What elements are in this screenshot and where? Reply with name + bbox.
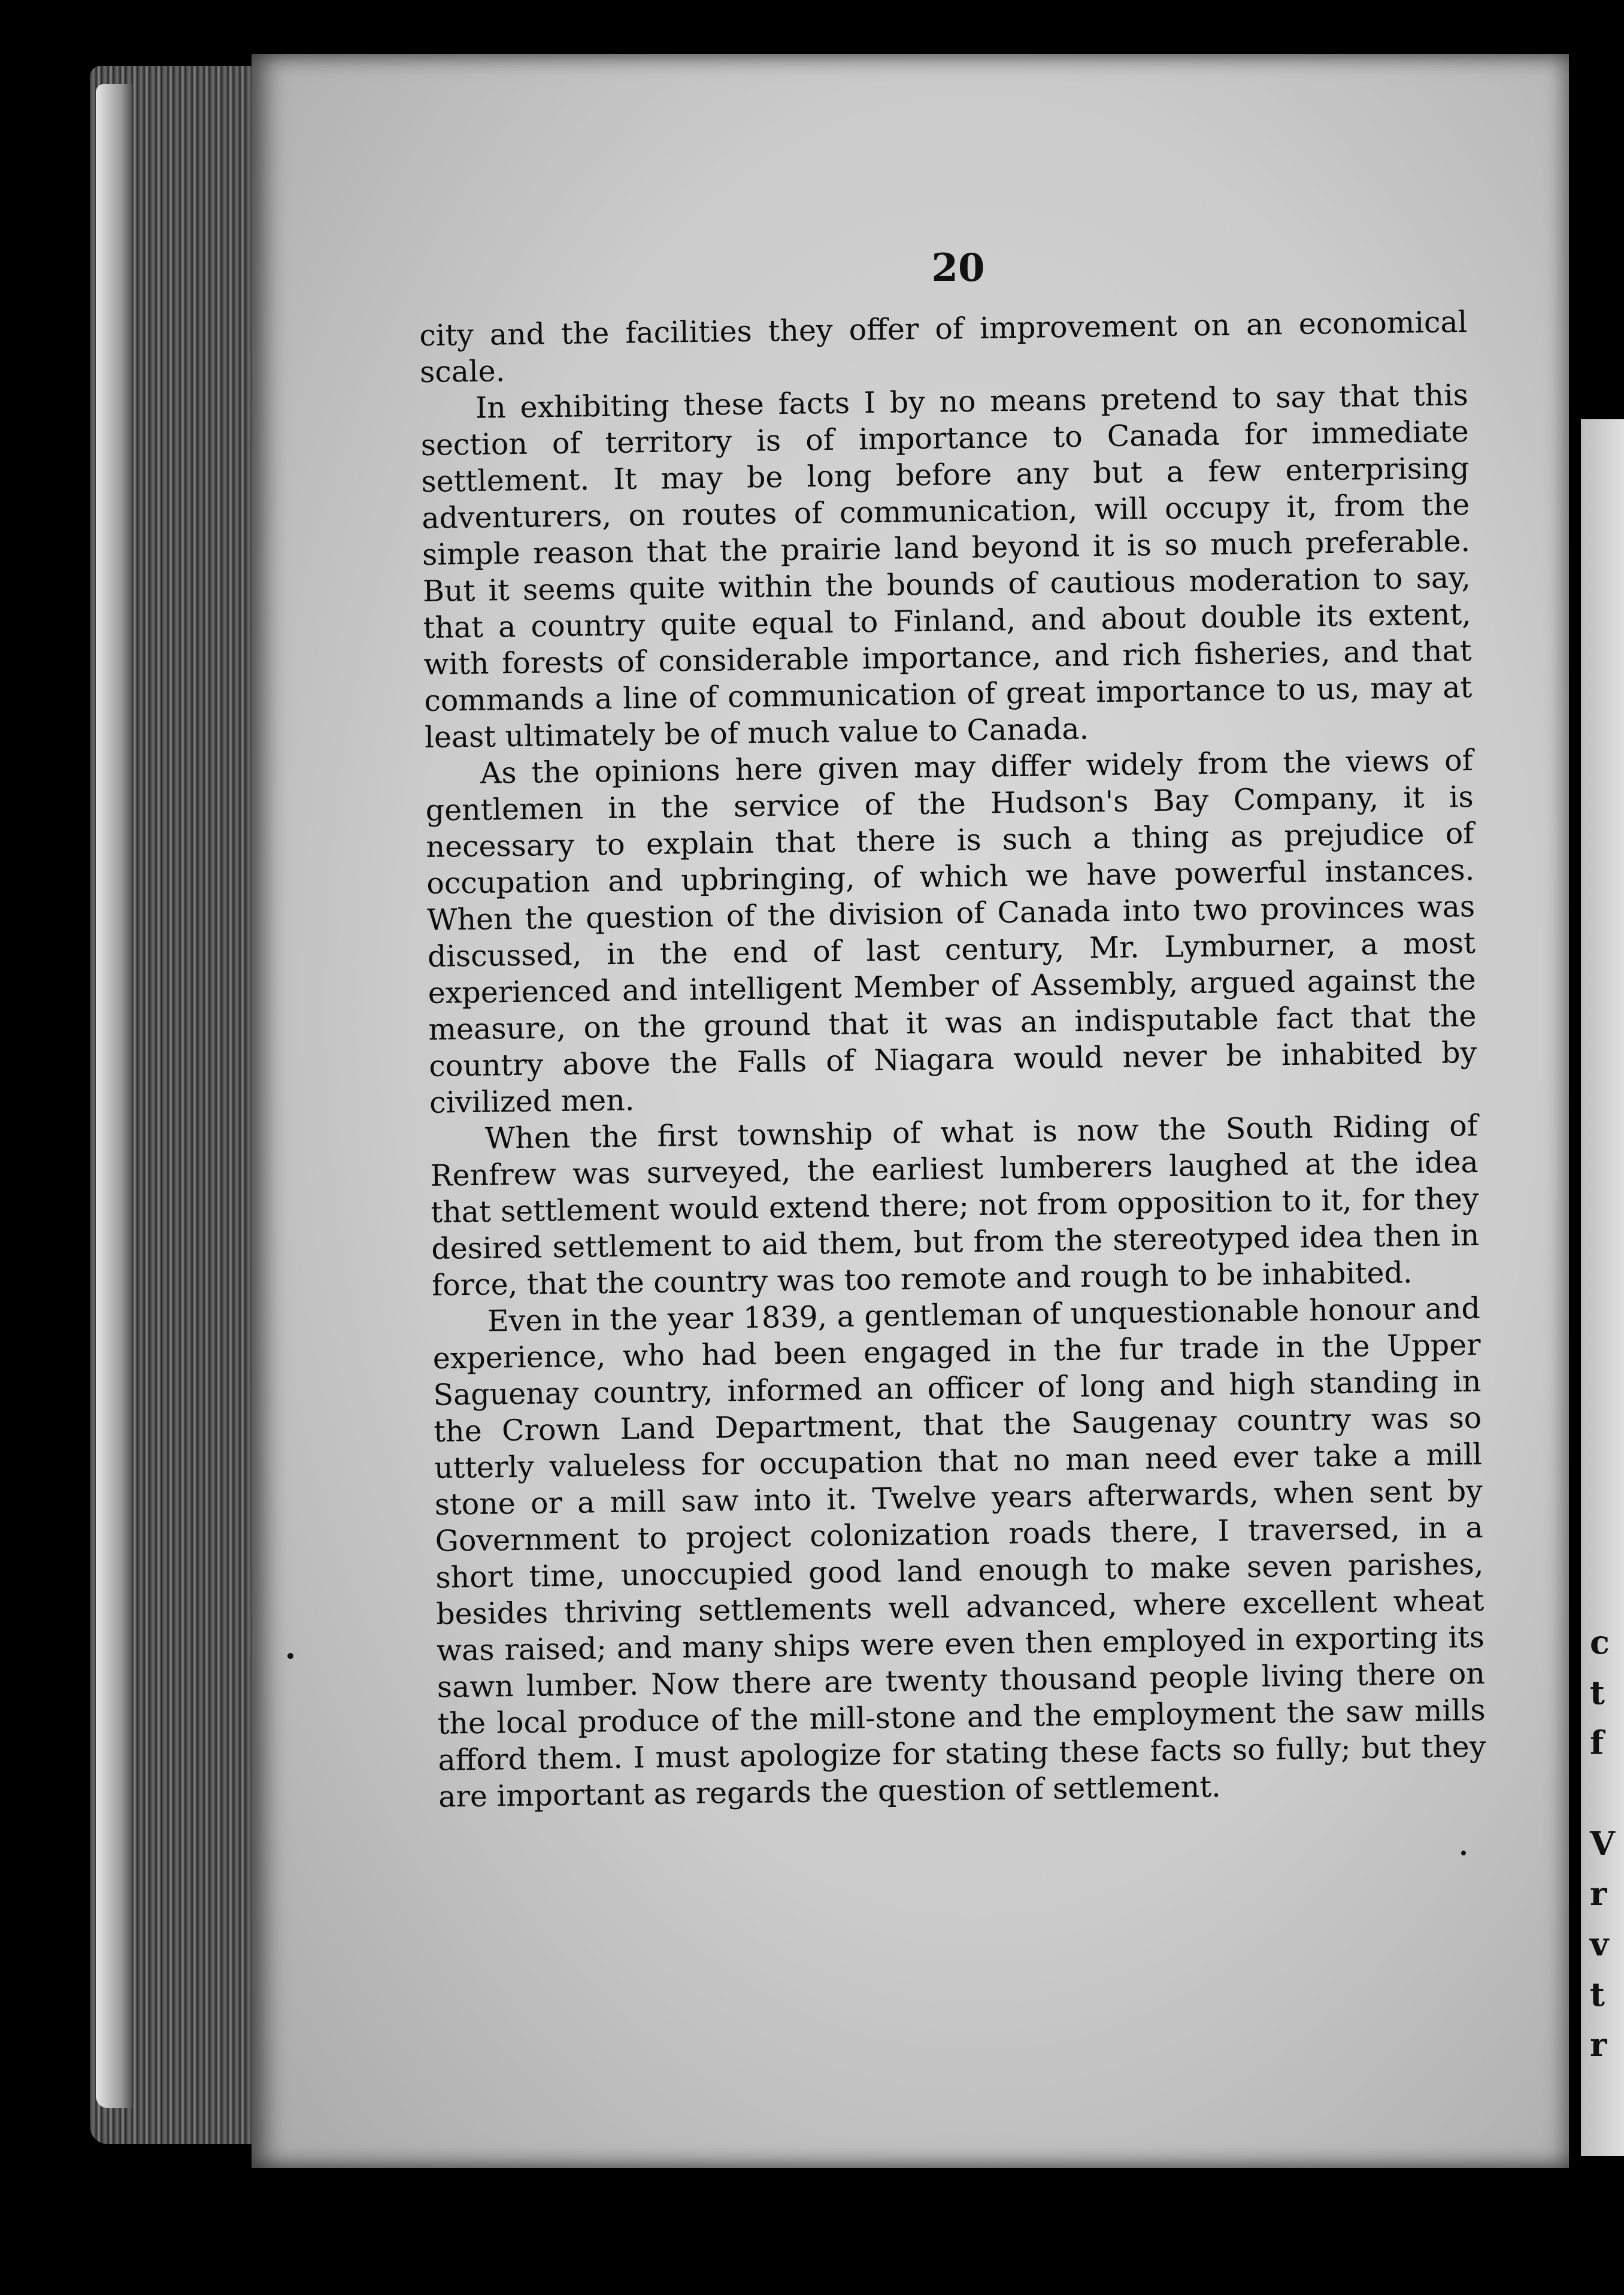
facing-fragment: c bbox=[1590, 1623, 1610, 1661]
scan-speck bbox=[1461, 1851, 1466, 1855]
facing-page-fragments bbox=[1590, 1617, 1624, 2070]
facing-fragment: t bbox=[1590, 1975, 1605, 2014]
scan-speck bbox=[287, 1653, 293, 1659]
paragraph: Even in the year 1839, a gentleman of unquestionable honour and experience, who had been engaged in the fur trade in the Upper Saguenay country, informed an officer of long and high standing in the Crown Land Department, that the Saugenay country was so utterly valueless for occupation that no man need ever take a mill stone or a mill saw into it. Twelve years afterwards, when sent by Government to project colonization roads there, I traversed, in a short time, unoccupied good land enough to make seven parishes, besides thriving settlements well advanced, where excellent wheat was raised; and many ships were even then employed in exporting its sawn lumber. Now there are twenty thousand people living there on the local produce of the mill-stone and the employment the saw mills afford them. I must apologize for stating these facts so fully; but they are important as regards the question of settlement. bbox=[432, 1291, 1486, 1814]
paragraph: When the first township of what is now the South Riding of Renfrew was surveyed, the earliest lumberers laughed at the idea that settlement would extend there; not from opposition to it, for they desired settlement to aid them, but from the stereotyped idea then in force, that the country was too remote and rough to be inhabited. bbox=[430, 1108, 1480, 1303]
paragraph: In exhibiting these facts I by no means pretend to say that this section of territory is of importance to Canada for immediate settlement. It may be long before any but a few enterprising adventurers, on routes of communication, will occupy it, from the simple reason that the prairie land beyond it is so much preferable. But it seems quite within the bounds of cautious moderation to say, that a country quite equal to Finland, and about double its extent, with forests of considerable importance, and rich fisheries, and that commands a line of communication of great importance to us, may at least ultimately be of much value to Canada. bbox=[420, 378, 1472, 755]
page-body-text bbox=[419, 304, 1487, 1815]
paragraph: city and the facilities they offer of improvement on an economical scale. bbox=[419, 305, 1468, 389]
facing-fragment: f bbox=[1590, 1724, 1604, 1762]
facing-fragment: v bbox=[1590, 1925, 1609, 1963]
facing-fragment: r bbox=[1590, 2025, 1607, 2064]
book-edge-highlight bbox=[96, 84, 132, 2108]
page-number: 20 bbox=[931, 246, 985, 290]
facing-fragment: V bbox=[1590, 1824, 1615, 1863]
paragraph: As the opinions here given may differ widely from the views of gentlemen in the service of the Hudson's Bay Company, it is necessary to explain that there is such a thing as prejudice of occupation and upbringing, of which we have powerful instances. When the question of the division of Canada into two provinces was discussed, in the end of last century, Mr. Lymburner, a most experienced and intelligent Member of Assembly, argued against the measure, on the ground that it was an indisputable fact that the country above the Falls of Niagara would never be inhabited by civilized men. bbox=[425, 743, 1477, 1120]
facing-fragment: r bbox=[1590, 1875, 1607, 1913]
facing-fragment: t bbox=[1590, 1673, 1605, 1712]
